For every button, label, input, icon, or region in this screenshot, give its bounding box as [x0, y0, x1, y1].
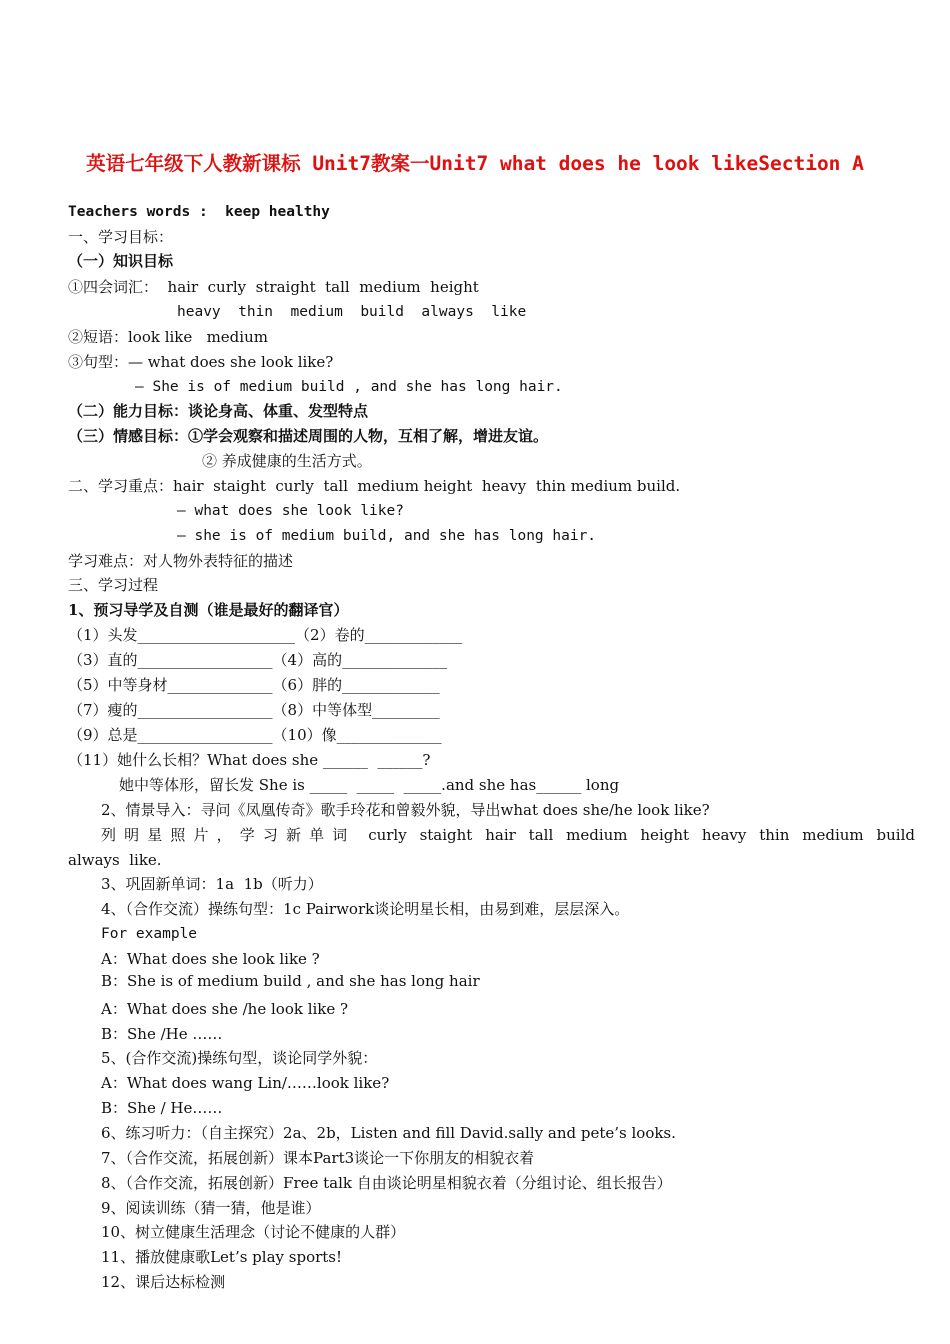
text-line: 2、情景导入：寻问《凤凰传奇》歌手玲花和曾毅外貌，导出what does she/he look like?: [101, 801, 710, 819]
text-line: ② 养成健康的生活方式。: [202, 452, 372, 470]
text-line: （5）中等身材______________（6）胖的_____________: [68, 676, 440, 694]
text-line: always like.: [68, 851, 162, 869]
text-line: （11）她什么长相？What does she ______ ______?: [68, 751, 431, 769]
text-line: For example: [101, 926, 198, 942]
text-line: 一、学习目标：: [68, 228, 174, 246]
text-line: 9、阅读训练（猜一猜，他是谁）: [101, 1199, 321, 1217]
text-line: A：What does she look like ?: [101, 950, 320, 968]
text-line: （1）头发_____________________（2）卷的_____________: [68, 626, 463, 644]
text-line: — she is of medium build, and she has long hair.: [177, 528, 597, 544]
text-line: 学习难点：对人物外表特征的描述: [68, 552, 294, 570]
text-line: 6、练习听力：（自主探究）2a、2b，Listen and fill David.sally and pete’s looks.: [101, 1124, 676, 1142]
text-line: Teachers words : keep healthy: [68, 204, 330, 220]
text-line: 7、（合作交流，拓展创新）课本Part3谈论一下你朋友的相貌衣着: [101, 1149, 535, 1167]
text-line: （三）情感目标：①学会观察和描述周围的人物，互相了解，增进友谊。: [68, 427, 549, 445]
text-line: 8、（合作交流，拓展创新）Free talk 自由谈论明星相貌衣着（分组讨论、组长报告）: [101, 1174, 672, 1192]
text-line: （一）知识目标: [68, 252, 174, 270]
text-line: — She is of medium build , and she has long hair.: [135, 379, 563, 395]
text-line: B：She / He……: [101, 1099, 223, 1117]
document-title: 英语七年级下人教新课标 Unit7教案一Unit7 what does he look likeSection A: [86, 152, 864, 175]
text-line: 列明星照片，学习新单词 curly staight hair tall medium height heavy thin medium build: [101, 826, 915, 844]
text-line: 4、（合作交流）操练句型：1c Pairwork谈论明星长相，由易到难，层层深入。: [101, 900, 630, 918]
text-line: A：What does wang Lin/……look like?: [101, 1074, 390, 1092]
text-line: ②短语：look like medium: [68, 328, 268, 346]
text-line: 12、课后达标检测: [101, 1273, 226, 1291]
text-line: 三、学习过程: [68, 576, 159, 594]
text-line: （7）瘦的__________________（8）中等体型_________: [68, 701, 440, 719]
text-line: 5、(合作交流)操练句型，谈论同学外貌：: [101, 1049, 378, 1067]
text-line: ①四会词汇： hair curly straight tall medium height: [68, 278, 479, 296]
text-line: 二、学习重点：hair staight curly tall medium height heavy thin medium build.: [68, 477, 681, 495]
text-line: （3）直的__________________（4）高的______________: [68, 651, 448, 669]
text-line: B：She is of medium build , and she has long hair: [101, 972, 480, 990]
text-line: A：What does she /he look like ?: [101, 1000, 349, 1018]
text-line: 10、树立健康生活理念（讨论不健康的人群）: [101, 1223, 406, 1241]
text-line: （9）总是__________________（10）像______________: [68, 726, 442, 744]
text-line: B：She /He ……: [101, 1025, 223, 1043]
text-line: ③句型：— what does she look like?: [68, 353, 334, 371]
text-line: 3、巩固新单词：1a 1b（听力）: [101, 875, 323, 893]
text-line: heavy thin medium build always like: [177, 304, 527, 320]
text-line: 1、预习导学及自测（谁是最好的翻译官）: [68, 601, 349, 619]
text-line: — what does she look like?: [177, 503, 404, 519]
text-line: 11、播放健康歌Let’s play sports!: [101, 1248, 343, 1266]
text-line: 她中等体形，留长发 She is _____ _____ _____.and she has______ long: [119, 776, 620, 794]
text-line: （二）能力目标：谈论身高、体重、发型特点: [68, 402, 369, 420]
